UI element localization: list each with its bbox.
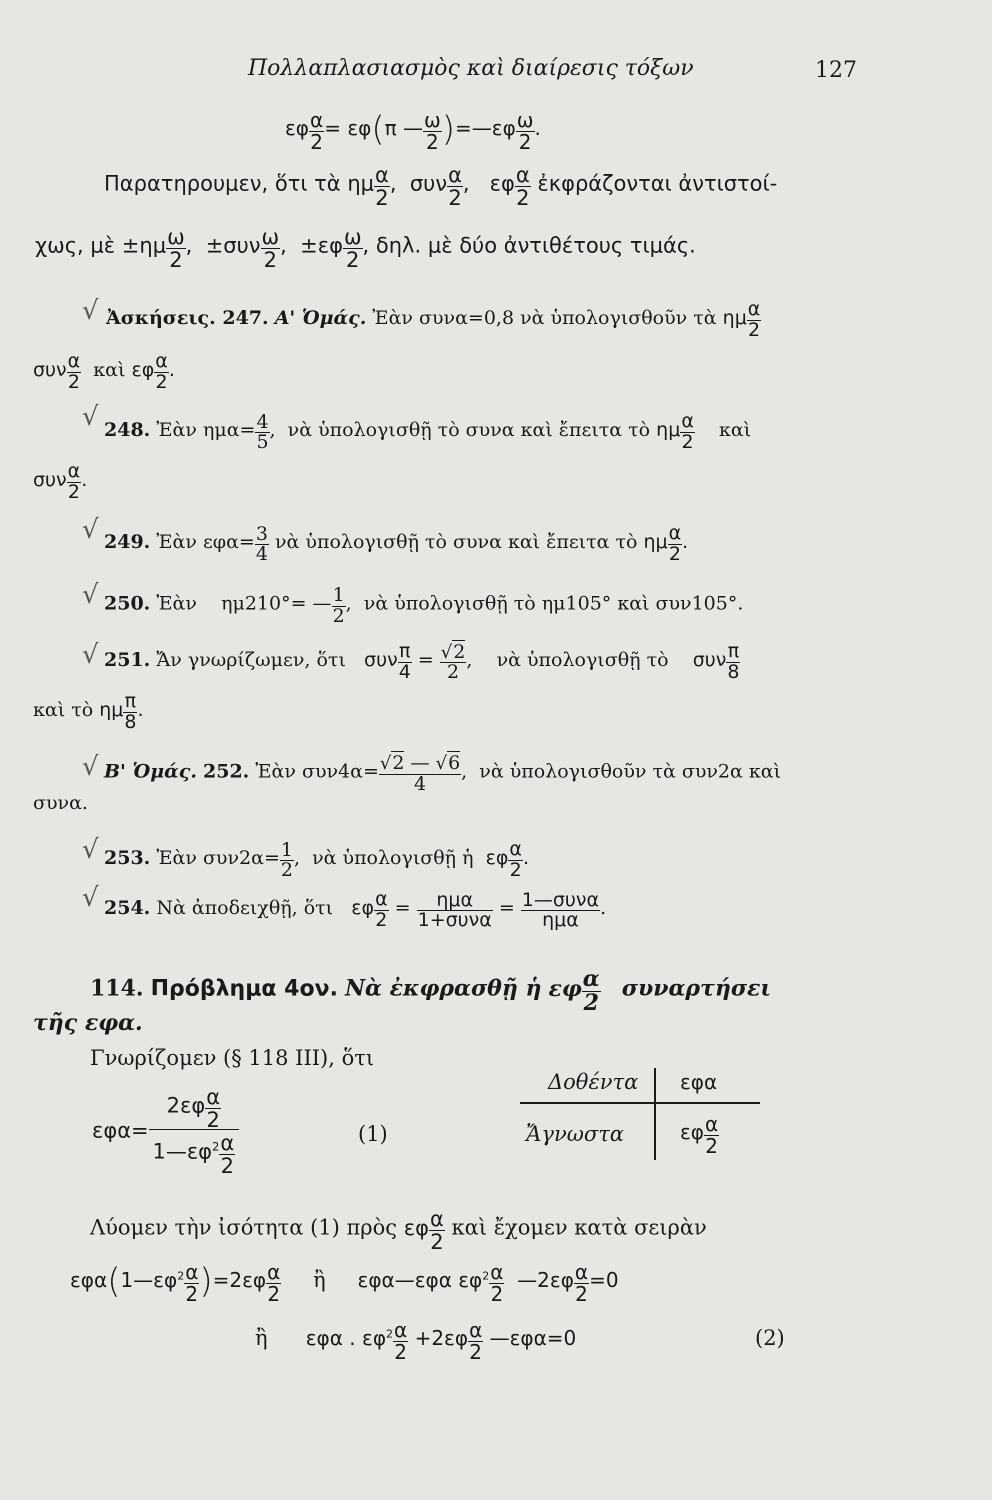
exercise-252-cont: συνα. bbox=[33, 792, 88, 814]
check-mark-icon: √ bbox=[82, 296, 99, 326]
exercise-252: Β' Ὁμάς. 252. Ἐὰν συν4α= $\frac{√2 — √6}{4}$ , νὰ ὑπολογισθοῦν τὰ συν2α καὶ bbox=[104, 752, 782, 795]
equation-2-label: (2) bbox=[755, 1326, 785, 1350]
exercise-248: 248. Ἐὰν ημα= $\frac{4}{5}$ , νὰ ὑπολογισθῇ τὸ συνα καὶ ἔπειτα τὸ ημ $\frac{\alpha}{2}$ καὶ bbox=[104, 410, 752, 454]
page-number: 127 bbox=[815, 58, 857, 83]
equation-step-1: $\varepsilon\varphi\alpha(1—\varepsilon\varphi^2$ $\frac{\alpha}{2}$ )=2εφ $\frac{\alpha}{2}$ ἢ εφα—εφα $\varepsilon\varphi^2$ $\frac{\alpha}{2}$ —2εφ $\frac{\alpha}{2}$ =0 bbox=[70, 1260, 619, 1306]
check-mark-icon: √ bbox=[82, 640, 99, 670]
exercise-253: 253. Ἐὰν συν2α= $\frac{1}{2}$ , νὰ ὑπολογισθῇ ἡ εφ $\frac{\alpha}{2}$ . bbox=[104, 838, 529, 882]
exercise-251-cont: καὶ τὸ ημ $\frac{\pi}{8}$ . bbox=[33, 690, 144, 733]
exercise-254: 254. Νὰ ἀποδειχθῇ, ὅτι εφ $\frac{\alpha}{2}$ = $\frac{\text{ημα}}{\text{1+συνα}}$ = $\frac{\text{1—συνα}}{\text{ημα}}$ . bbox=[104, 888, 607, 932]
check-mark-icon: √ bbox=[82, 835, 99, 865]
exercise-247-cont: συν $\frac{\alpha}{2}$ καὶ εφ $\frac{\alpha}{2}$ . bbox=[33, 350, 175, 393]
equation-1: εφα= 2εφ $\frac{\alpha}{2}$ $1—\varepsilon\varphi^2$ $\frac{\alpha}{2}$ bbox=[92, 1086, 239, 1177]
exercise-250: 250. Ἐὰν ημ210°= — $\frac{1}{2}$ , νὰ ὑπολογισθῇ τὸ ημ105° καὶ συν105°. bbox=[104, 584, 744, 627]
table-unknown-label: Ἄγνωστα bbox=[526, 1122, 624, 1146]
problem-heading: 114. Πρόβλημα 4ον. Νὰ ἐκφρασθῇ ἡ εφ $\frac{\alpha}{2}$ συναρτήσει bbox=[90, 966, 772, 1017]
exercise-247: Ἀσκήσεις. 247. Α' Ὁμάς. Ἐὰν συνα=0,8 νὰ ὑπολογισθοῦν τὰ ημ $\frac{\alpha}{2}$ bbox=[106, 298, 761, 341]
table-given-value: εφα bbox=[680, 1070, 718, 1094]
table-given-label: Δοθέντα bbox=[548, 1070, 639, 1094]
equation-top: εφ $\frac{\alpha}{2}$ = εφ(π — $\frac{\omega}{2}$ )=—εφ $\frac{\omega}{2}$ . bbox=[285, 108, 541, 154]
paragraph-observe: Παρατηρουμεν, ὅτι τὰ ημ $\frac{\alpha}{2}$ , συν $\frac{\alpha}{2}$ , εφ $\frac{\alpha}{2}$ ἐκφράζονται ἀντιστοί- bbox=[104, 163, 778, 211]
exercise-249: 249. Ἐὰν εφα= $\frac{3}{4}$ νὰ ὑπολογισθῇ τὸ συνα καὶ ἔπειτα τὸ ημ $\frac{\alpha}{2}$ . bbox=[104, 522, 689, 566]
check-mark-icon: √ bbox=[82, 402, 99, 432]
problem-heading-cont: τῆς εφα. bbox=[33, 1010, 143, 1036]
equation-1-label: (1) bbox=[358, 1122, 388, 1146]
check-mark-icon: √ bbox=[82, 883, 99, 913]
equation-2: ἢ εφα . $\varepsilon\varphi^2$ $\frac{\alpha}{2}$ +2εφ $\frac{\alpha}{2}$ —εφα=0 bbox=[255, 1318, 577, 1364]
table-divider-horizontal bbox=[520, 1102, 760, 1104]
table-unknown-value: εφ $\frac{\alpha}{2}$ bbox=[680, 1112, 719, 1158]
known-formula-line: Γνωρίζομεν (§ 118 III), ὅτι bbox=[90, 1046, 375, 1070]
check-mark-icon: √ bbox=[82, 752, 99, 782]
exercise-248-cont: συν $\frac{\alpha}{2}$ . bbox=[33, 460, 88, 503]
paragraph-values: χως, μὲ ±ημ $\frac{\omega}{2}$ , ±συν $\frac{\omega}{2}$ , ±εφ $\frac{\omega}{2}$ , δηλ. μὲ δύο ἀντιθέτους τιμάς. bbox=[35, 225, 696, 273]
running-title: Πολλαπλασιασμὸς καὶ διαίρεσις τόξων bbox=[248, 56, 694, 81]
exercise-251: 251. Ἄν γνωρίζωμεν, ὅτι συν $\frac{\pi}{4}$ = $\frac{√2}{2}$ , νὰ ὑπολογισθῇ τὸ συν $\frac{\pi}{8}$ bbox=[104, 640, 740, 684]
solve-line: Λύομεν τὴν ἰσότητα (1) πρὸς εφ $\frac{\alpha}{2}$ καὶ ἔχομεν κατὰ σειρὰν bbox=[90, 1207, 707, 1255]
table-divider-vertical bbox=[654, 1068, 656, 1160]
check-mark-icon: √ bbox=[82, 580, 99, 610]
check-mark-icon: √ bbox=[82, 515, 99, 545]
